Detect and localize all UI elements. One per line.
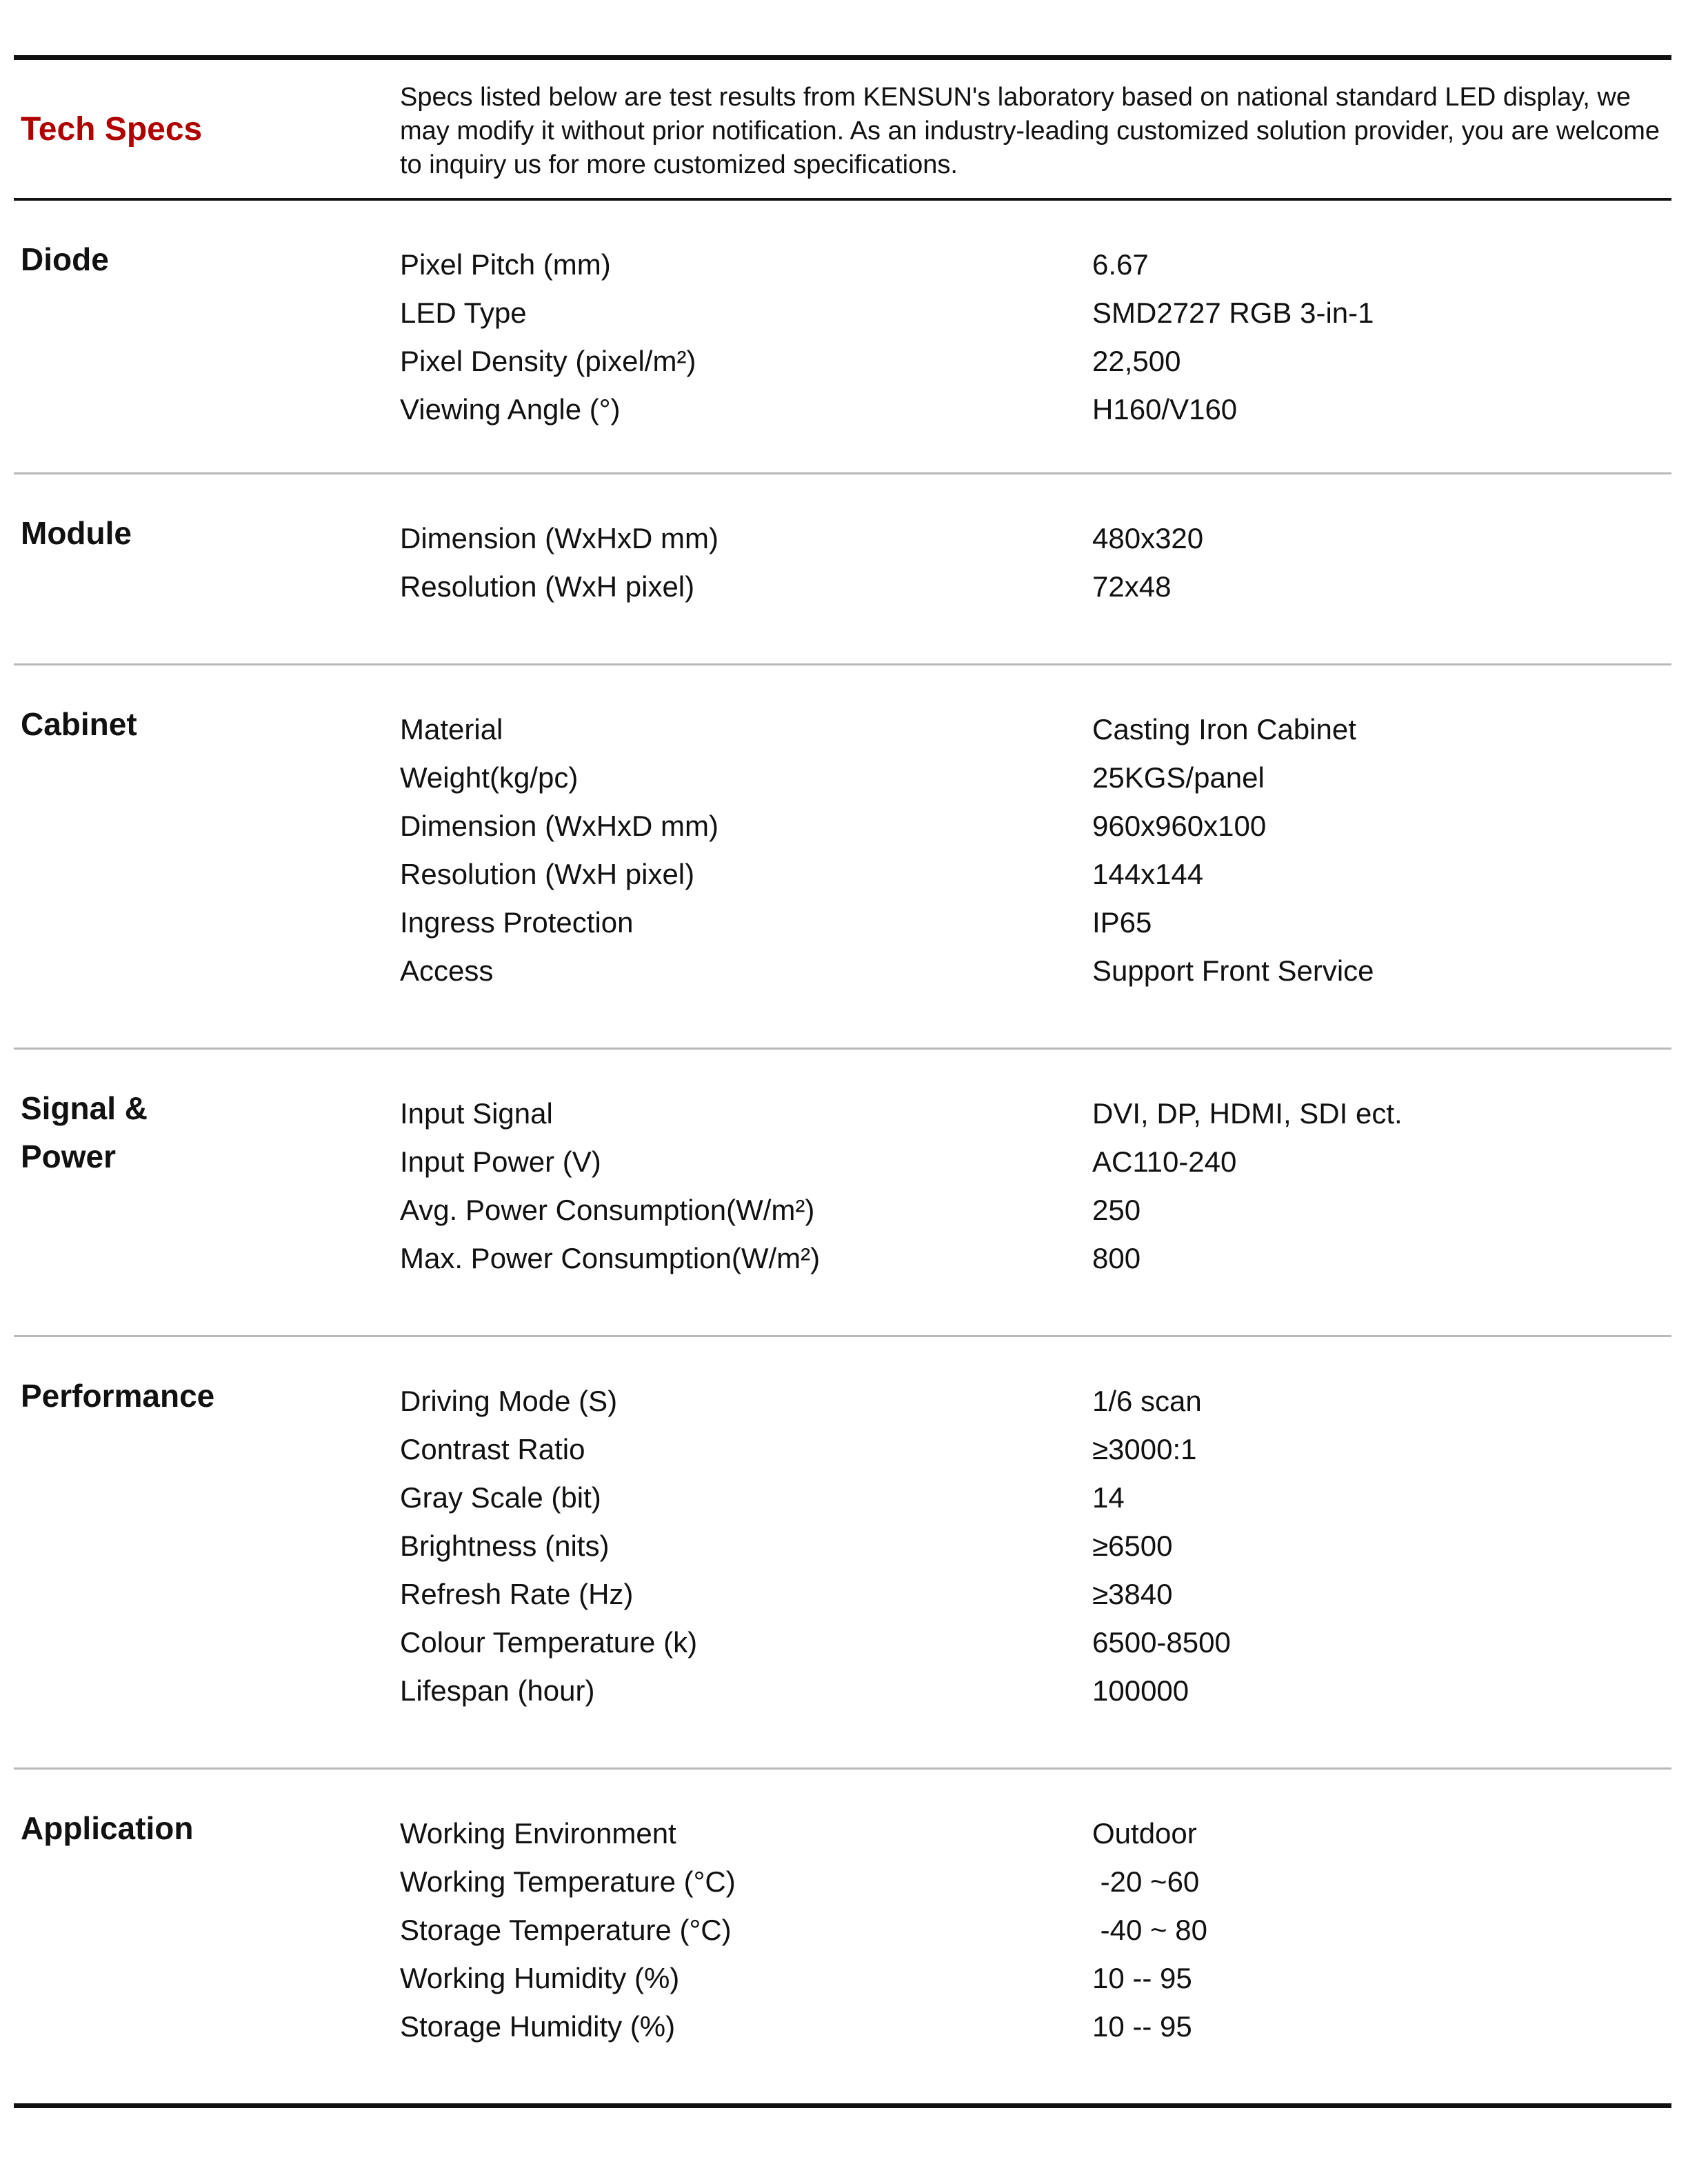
- spec-value: -40 ~ 80: [1092, 1914, 1207, 1946]
- spec-label: Ingress Protection: [400, 906, 634, 939]
- section-module: [14, 474, 1671, 663]
- spec-label: Working Environment: [400, 1817, 676, 1850]
- spec-value: 10 -- 95: [1092, 2010, 1192, 2043]
- section-performance: [14, 1337, 1671, 1767]
- section-title: Diode: [21, 241, 109, 277]
- spec-value: 480x320: [1092, 522, 1204, 554]
- spec-label: Access: [400, 954, 494, 987]
- spec-label: Working Humidity (%): [400, 1962, 680, 1994]
- spec-row: [400, 1138, 1671, 1186]
- spec-rows: [400, 1804, 1671, 2103]
- spec-label: Input Signal: [400, 1097, 553, 1130]
- spec-label: Input Power (V): [400, 1145, 601, 1178]
- spec-value: 22,500: [1092, 345, 1181, 377]
- spec-row: [400, 1667, 1671, 1715]
- spec-value: ≥3840: [1092, 1578, 1173, 1610]
- spec-row: [400, 2003, 1671, 2051]
- spec-value: Casting Iron Cabinet: [1092, 713, 1356, 745]
- spec-label: Storage Temperature (°C): [400, 1914, 732, 1946]
- spec-label: Lifespan (hour): [400, 1674, 595, 1707]
- spec-row: [400, 850, 1671, 899]
- spec-row: [400, 1619, 1671, 1667]
- spec-label: Dimension (WxHxD mm): [400, 810, 719, 842]
- spec-value: SMD2727 RGB 3-in-1: [1092, 297, 1374, 329]
- spec-row: [400, 705, 1671, 754]
- spec-rows: [400, 235, 1671, 472]
- section-title: Performance: [21, 1378, 215, 1414]
- spec-row: [400, 289, 1671, 337]
- spec-value: -20 ~60: [1092, 1865, 1200, 1898]
- spec-value: AC110-240: [1092, 1145, 1237, 1178]
- spec-row: [400, 1810, 1671, 1858]
- spec-row: [400, 1906, 1671, 1954]
- spec-rows: [400, 509, 1671, 663]
- spec-row: [400, 563, 1671, 611]
- spec-row: [400, 1858, 1671, 1906]
- spec-rows: [400, 1372, 1671, 1767]
- spec-label: Pixel Pitch (mm): [400, 248, 611, 281]
- top-rule: [14, 55, 1671, 60]
- spec-label: Avg. Power Consumption(W/m²): [400, 1194, 815, 1226]
- spec-row: [400, 1954, 1671, 2003]
- spec-label: Max. Power Consumption(W/m²): [400, 1242, 821, 1274]
- page-title: Tech Specs: [21, 110, 203, 148]
- spec-row: [400, 514, 1671, 563]
- spec-value: 800: [1092, 1242, 1141, 1274]
- spec-value: 6500-8500: [1092, 1626, 1231, 1659]
- spec-row: [400, 1186, 1671, 1234]
- spec-sheet: [14, 55, 1671, 2108]
- spec-row: [400, 385, 1671, 434]
- spec-label: Material: [400, 713, 503, 745]
- spec-value: 72x48: [1092, 570, 1172, 603]
- spec-value: 100000: [1092, 1674, 1189, 1707]
- spec-label: Refresh Rate (Hz): [400, 1578, 634, 1610]
- spec-value: ≥3000:1: [1092, 1433, 1197, 1465]
- spec-label: LED Type: [400, 297, 527, 329]
- spec-row: [400, 1425, 1671, 1474]
- section-signal-power: [14, 1050, 1671, 1335]
- spec-row: [400, 754, 1671, 802]
- spec-value: 1/6 scan: [1092, 1385, 1202, 1417]
- spec-value: Outdoor: [1092, 1817, 1197, 1850]
- spec-label: Colour Temperature (k): [400, 1626, 698, 1659]
- spec-label: Pixel Density (pixel/m²): [400, 345, 696, 377]
- section-title: [14, 1084, 400, 1335]
- section-title: Module: [21, 515, 132, 551]
- spec-label: Gray Scale (bit): [400, 1481, 601, 1514]
- spec-row: [400, 802, 1671, 850]
- spec-label: Weight(kg/pc): [400, 761, 579, 794]
- spec-row: [400, 1090, 1671, 1138]
- spec-value: H160/V160: [1092, 393, 1238, 425]
- spec-label: Resolution (WxH pixel): [400, 858, 695, 890]
- section-title: Application: [21, 1810, 194, 1846]
- spec-row: [400, 1570, 1671, 1619]
- spec-label: Driving Mode (S): [400, 1385, 618, 1417]
- section-title-line: Signal &: [21, 1090, 148, 1126]
- spec-rows: [400, 1084, 1671, 1335]
- spec-value: DVI, DP, HDMI, SDI ect.: [1092, 1097, 1403, 1130]
- spec-value: 14: [1092, 1481, 1125, 1514]
- spec-row: [400, 1234, 1671, 1283]
- intro-text: Specs listed below are test results from KENSUN's laboratory based on national standard LED display, we may modify it without prior notification. As an industry-leading customized solution provider, you are welcome to inquiry us for more customized specifications.: [400, 83, 1660, 179]
- section-title-line: Power: [21, 1139, 117, 1174]
- spec-label: Dimension (WxHxD mm): [400, 522, 719, 554]
- spec-value: 25KGS/panel: [1092, 761, 1265, 794]
- spec-value: ≥6500: [1092, 1530, 1173, 1562]
- spec-header: [14, 60, 1671, 198]
- spec-value: IP65: [1092, 906, 1152, 939]
- section-application: [14, 1770, 1671, 2103]
- spec-label: Resolution (WxH pixel): [400, 570, 695, 603]
- spec-row: [400, 947, 1671, 995]
- section-diode: [14, 201, 1671, 472]
- spec-row: [400, 1377, 1671, 1425]
- spec-value: 10 -- 95: [1092, 1962, 1192, 1994]
- spec-label: Contrast Ratio: [400, 1433, 585, 1465]
- spec-value: 6.67: [1092, 248, 1149, 281]
- spec-row: [400, 899, 1671, 947]
- section-cabinet: [14, 665, 1671, 1048]
- spec-label: Working Temperature (°C): [400, 1865, 736, 1898]
- spec-value: Support Front Service: [1092, 954, 1374, 987]
- spec-value: 250: [1092, 1194, 1141, 1226]
- spec-row: [400, 1474, 1671, 1522]
- spec-row: [400, 241, 1671, 289]
- spec-label: Storage Humidity (%): [400, 2010, 676, 2043]
- spec-label: Brightness (nits): [400, 1530, 610, 1562]
- spec-value: 144x144: [1092, 858, 1204, 890]
- spec-row: [400, 337, 1671, 385]
- bottom-rule: [14, 2103, 1671, 2108]
- spec-value: 960x960x100: [1092, 810, 1267, 842]
- spec-row: [400, 1522, 1671, 1570]
- section-title: Cabinet: [21, 706, 137, 742]
- spec-label: Viewing Angle (°): [400, 393, 621, 425]
- spec-rows: [400, 700, 1671, 1048]
